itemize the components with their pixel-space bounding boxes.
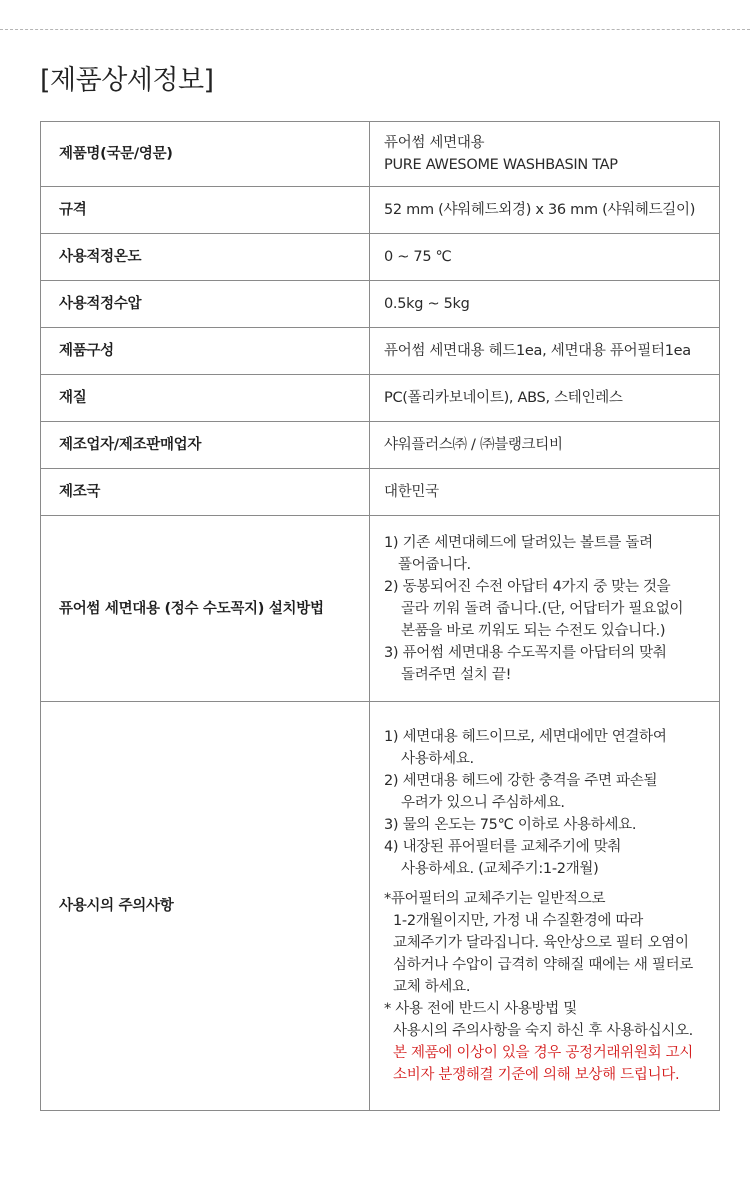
install-step-2: 2) 동봉되어진 수전 아답터 4가지 중 맞는 것을 [384,578,671,595]
product-name-ko: 퓨어썸 세면대용 [384,135,485,151]
table-row [41,234,720,281]
caution-value [370,702,720,1111]
pressure-label: 사용적정수압 [41,281,370,328]
filter-note-cont: 교체 하세요. [393,979,471,995]
filter-note-cont: 심하거나 수압이 급격히 약해질 때에는 새 필터로 [393,957,693,973]
filter-note: *퓨어필터의 교체주기는 일반적으로 [384,891,606,907]
product-name-label: 제품명(국문/영문) [41,122,370,187]
table-row [41,422,720,469]
product-name-en: PURE AWESOME WASHBASIN TAP [384,157,618,173]
warning-note: 본 제품에 이상이 있을 경우 공정거래위원회 고시 [393,1045,693,1061]
product-info-table [40,121,720,1111]
usage-note-cont: 사용시의 주의사항을 숙지 하신 후 사용하십시오. [393,1023,693,1039]
caution-item-2: 2) 세면대용 헤드에 강한 충격을 주면 파손될 [384,773,658,789]
install-value [370,516,720,702]
install-step-2-cont: 골라 끼워 돌려 줍니다.(단, 어답터가 필요없이 [401,600,684,617]
spec-value: 52 mm (샤워헤드외경) x 36 mm (샤워헤드길이) [370,187,720,234]
pressure-value: 0.5kg ~ 5kg [370,281,720,328]
table-row [41,375,720,422]
table-row [41,702,720,1111]
caution-label: 사용시의 주의사항 [41,702,370,1111]
filter-note-cont: 1-2개월이지만, 가정 내 수질환경에 따라 [393,913,643,929]
composition-label: 제품구성 [41,328,370,375]
caution-item-2-cont: 우려가 있으니 주심하세요. [401,795,565,811]
usage-note: * 사용 전에 반드시 사용방법 및 [384,1001,577,1017]
composition-value: 퓨어썸 세면대용 헤드1ea, 세면대용 퓨어필터1ea [370,328,720,375]
table-row [41,516,720,702]
table-row [41,187,720,234]
caution-item-3: 3) 물의 온도는 75℃ 이하로 사용하세요. [384,817,637,833]
temperature-value: 0 ~ 75 ℃ [370,234,720,281]
warning-note-cont: 소비자 분쟁해결 기준에 의해 보상해 드립니다. [393,1067,680,1083]
table-row [41,122,720,187]
temperature-label: 사용적정온도 [41,234,370,281]
install-step-1-cont: 풀어줍니다. [398,556,471,573]
caution-item-4-cont: 사용하세요. (교체주기:1-2개월) [401,861,599,877]
spec-label: 규격 [41,187,370,234]
install-step-3-cont: 돌려주면 설치 끝! [401,666,512,683]
material-value: PC(폴리카보네이트), ABS, 스테인레스 [370,375,720,422]
install-step-2-cont: 본품을 바로 끼워도 되는 수전도 있습니다.) [401,622,666,639]
filter-note-cont: 교체주기가 달라집니다. 육안상으로 필터 오염이 [393,935,689,951]
table-row [41,328,720,375]
caution-item-1-cont: 사용하세요. [401,751,474,767]
maker-label: 제조업자/제조판매업자 [41,422,370,469]
caution-item-4: 4) 내장된 퓨어필터를 교체주기에 맞춰 [384,839,622,855]
install-label: 퓨어썸 세면대용 (정수 수도꼭지) 설치방법 [41,516,370,702]
material-label: 재질 [41,375,370,422]
caution-item-1: 1) 세면대용 헤드이므로, 세면대에만 연결하여 [384,729,667,745]
install-step-3: 3) 퓨어썸 세면대용 수도꼭지를 아답터의 맞춰 [384,644,667,661]
country-label: 제조국 [41,469,370,516]
page-title: [제품상세정보] [40,65,214,96]
maker-value: 샤워플러스㈜ / ㈜블랭크티비 [370,422,720,469]
install-step-1: 1) 기존 세면대헤드에 달려있는 볼트를 돌려 [384,534,653,551]
table-row [41,281,720,328]
country-value: 대한민국 [370,469,720,516]
top-dashed-divider [0,29,750,30]
table-row [41,469,720,516]
product-name-value [370,122,720,187]
